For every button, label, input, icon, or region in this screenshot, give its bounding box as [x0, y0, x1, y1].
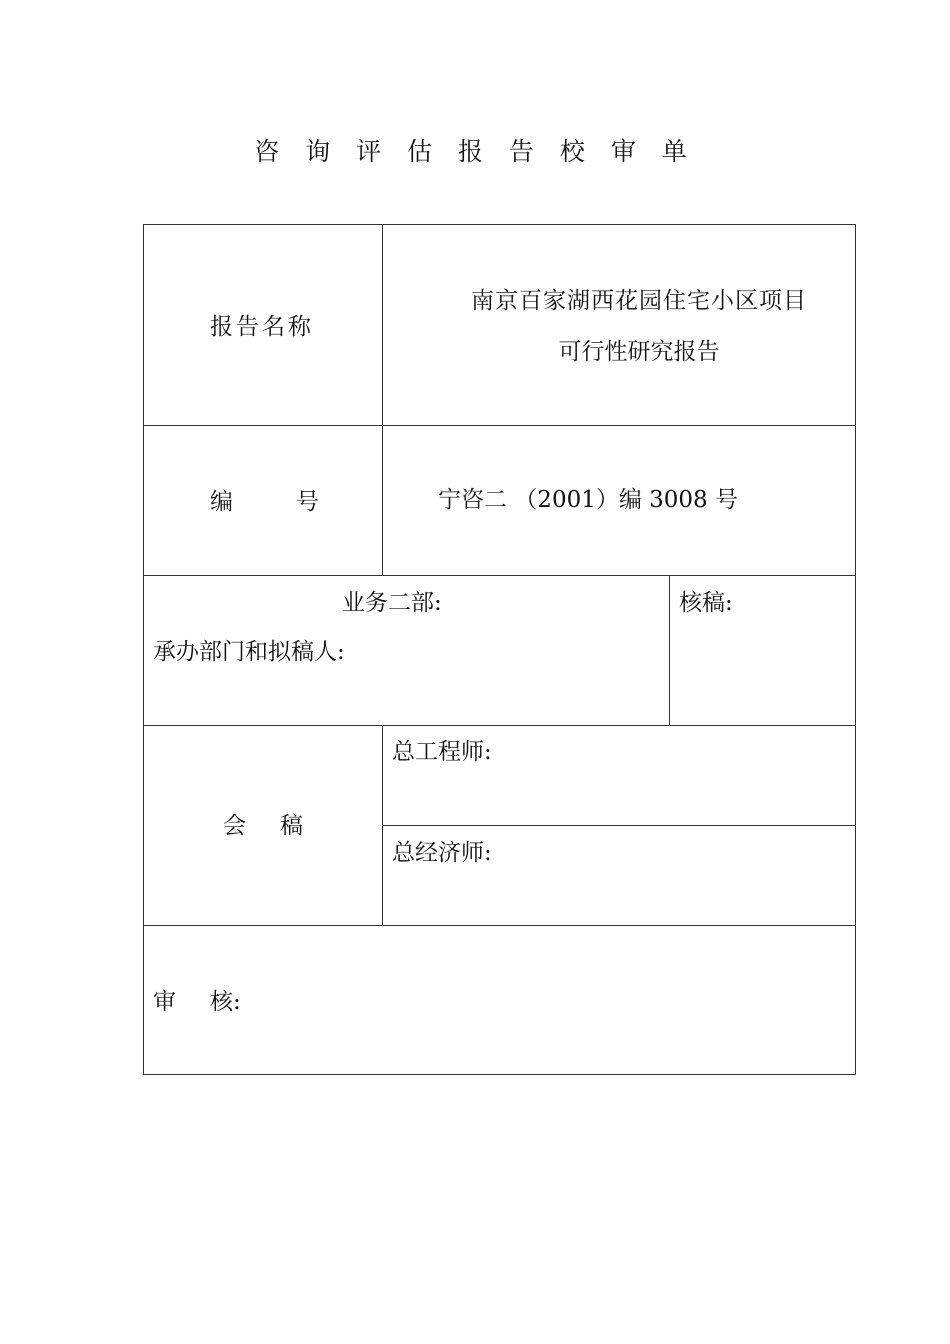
row-divider [144, 725, 855, 726]
column-divider [382, 725, 383, 925]
row-divider [382, 825, 855, 826]
department-name: 业务二部: [342, 590, 442, 616]
countersign-label-char2: 稿 [280, 813, 303, 839]
checker-label: 核稿: [679, 590, 733, 616]
report-name-line1: 南京百家湖西花园住宅小区项目 [471, 288, 807, 314]
review-label-char1: 审 [153, 989, 176, 1015]
number-label-char1: 编 [210, 489, 233, 515]
row-divider [144, 425, 855, 426]
form-title: 咨 询 评 估 报 告 校 审 单 [254, 137, 696, 166]
review-label-char2: 核: [210, 989, 241, 1015]
chief-economist-label: 总经济师: [392, 840, 492, 866]
countersign-label-char1: 会 [223, 813, 246, 839]
number-label-char2: 号 [296, 489, 319, 515]
column-divider [669, 575, 670, 725]
drafter-label: 承办部门和拟稿人: [153, 639, 345, 665]
report-name-label: 报告名称 [210, 314, 314, 340]
row-divider [144, 575, 855, 576]
report-name-line2: 可行性研究报告 [558, 339, 720, 365]
column-divider [382, 225, 383, 575]
report-number-value: 宁咨二 （2001）编 3008 号 [438, 487, 738, 513]
row-divider [144, 925, 855, 926]
chief-engineer-label: 总工程师: [392, 739, 492, 765]
review-form-table [143, 224, 856, 1075]
